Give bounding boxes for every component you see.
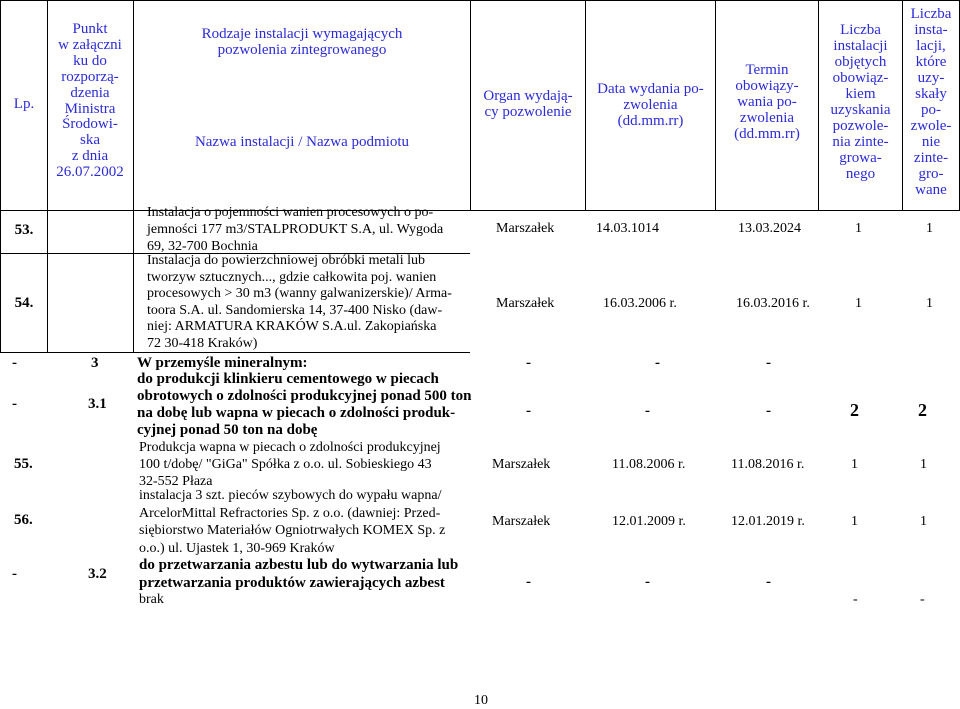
section-3-1-dash: - bbox=[12, 396, 17, 412]
section-3-2-number: 3.2 bbox=[88, 566, 107, 582]
section-3-dash-3: - bbox=[766, 355, 771, 371]
row-56-termin: 12.01.2019 r. bbox=[731, 514, 805, 529]
section-3-1-count-uzyskaly: 2 bbox=[918, 400, 927, 420]
brak-dash-2: - bbox=[920, 592, 925, 607]
row-54-data: 16.03.2006 r. bbox=[603, 296, 677, 311]
section-3-1-dash-3: - bbox=[766, 403, 771, 419]
row-56-organ: Marszałek bbox=[492, 514, 551, 529]
header-rodzaje: Rodzaje instalacji wymagających pozwolenia zintegrowanego bbox=[201, 26, 403, 58]
header-liczba-uzyskaly: Liczba insta- lacji, które uzy- skały po- zwole- nie zinte- gro- wane bbox=[910, 6, 952, 198]
row-56-lp: 56. bbox=[14, 512, 33, 528]
row-54-lp: 54. bbox=[14, 295, 34, 311]
section-3-dash-1: - bbox=[526, 355, 531, 371]
section-3-dash: - bbox=[12, 355, 17, 371]
brak-dash-1: - bbox=[853, 592, 858, 607]
header-data-wydania: Data wydania po- zwolenia (dd.mm.rr) bbox=[597, 81, 704, 129]
row-53-lp: 53. bbox=[14, 222, 34, 238]
section-3-2-dash-2: - bbox=[645, 574, 650, 590]
section-3-number: 3 bbox=[91, 355, 99, 371]
section-3-1-dash-2: - bbox=[645, 403, 650, 419]
section-3-2-title: do przetwarzania azbestu lub do wytwarzania lub przetwarzania produktów zawierających azbest bbox=[139, 557, 459, 591]
row-55-count-uzyskaly: 1 bbox=[920, 457, 927, 472]
section-3-1-number: 3.1 bbox=[88, 396, 107, 412]
row-56-data: 12.01.2009 r. bbox=[612, 514, 686, 529]
page-number: 10 bbox=[474, 693, 488, 708]
row-55-termin: 11.08.2016 r. bbox=[731, 457, 805, 472]
row-53-count-objetych: 1 bbox=[855, 221, 862, 236]
section-3-1-count-objetych: 2 bbox=[850, 400, 859, 420]
row-55-data: 11.08.2006 r. bbox=[612, 457, 686, 472]
row-53-name: Instalacja o pojemności wanien procesowych o po- jemności 177 m3/STALPRODUKT S.A, ul. Wygoda 69, 32-700 Bochnia bbox=[147, 205, 444, 254]
row-54-count-uzyskaly: 1 bbox=[926, 296, 933, 311]
table-line bbox=[0, 0, 960, 1]
row-55-organ: Marszałek bbox=[492, 457, 551, 472]
header-lp: Lp. bbox=[13, 96, 35, 112]
header-organ: Organ wydają- cy pozwolenie bbox=[483, 88, 573, 120]
section-3-1-dash-1: - bbox=[526, 403, 531, 419]
section-3-dash-2: - bbox=[655, 355, 660, 371]
row-55-count-objetych: 1 bbox=[851, 457, 858, 472]
row-56-count-uzyskaly: 1 bbox=[920, 514, 927, 529]
section-3-2-dash-1: - bbox=[526, 574, 531, 590]
section-3-title: W przemyśle mineralnym: bbox=[137, 355, 308, 371]
header-nazwa: Nazwa instalacji / Nazwa podmiotu bbox=[194, 134, 410, 150]
section-3-1-title: do produkcji klinkieru cementowego w piecach obrotowych o zdolności produkcyjnej ponad 500 ton na dobę lub wapna w piecach o zdolności produk- cyjnej ponad 50 ton na dobę bbox=[137, 371, 472, 438]
section-3-2-dash-3: - bbox=[766, 574, 771, 590]
row-53-termin: 13.03.2024 bbox=[738, 221, 801, 236]
row-54-name: Instalacja do powierzchniowej obróbki metali lub tworzyw sztucznych..., gdzie całkowita poj. wanien procesowych > 30 m3 (wanny galwanizerskie)/ Arma- toora S.A. ul. Sandomierska 14, 37-400 Nisko (daw- niej: ARMATURA KRAKÓW S.A.ul. Zakopiańska 72 30-418 Kraków) bbox=[147, 253, 452, 351]
table-line bbox=[0, 0, 1, 352]
header-punkt: Punkt w załączni ku do rozporzą- dzenia Ministra Środowi- ska z dnia 26.07.2002 bbox=[56, 21, 124, 181]
row-55-name: Produkcja wapna w piecach o zdolności produkcyjnej 100 t/dobę/ "GiGa" Spółka z o.o. ul. Sobieskiego 43 32-552 Płaza bbox=[139, 440, 441, 489]
row-54-organ: Marszałek bbox=[496, 296, 555, 311]
row-53-count-uzyskaly: 1 bbox=[926, 221, 933, 236]
row-55-lp: 55. bbox=[14, 456, 33, 472]
table-line bbox=[0, 210, 960, 211]
row-56-name: instalacja 3 szt. pieców szybowych do wypału wapna/ ArcelorMittal Refractories Sp. z o.o. (dawniej: Przed- siębiorstwo Materiałów Ogniotrwałych KOMEX Sp. z o.o.) ul. Ujastek 1, 30-969 Kraków bbox=[139, 488, 446, 556]
row-53-organ: Marszałek bbox=[496, 221, 555, 236]
section-3-2-dash: - bbox=[12, 566, 17, 582]
row-54-count-objetych: 1 bbox=[855, 296, 862, 311]
brak-text: brak bbox=[139, 592, 164, 607]
header-termin: Termin obowiązy- wania po- zwolenia (dd.mm.rr) bbox=[734, 62, 800, 142]
row-56-count-objetych: 1 bbox=[851, 514, 858, 529]
row-54-termin: 16.03.2016 r. bbox=[736, 296, 810, 311]
header-liczba-objetych: Liczba instalacji objętych obowiąz- kiem uzyskania pozwole- nia zinte- growa- nego bbox=[830, 22, 891, 182]
row-53-data: 14.03.1014 bbox=[596, 221, 659, 236]
